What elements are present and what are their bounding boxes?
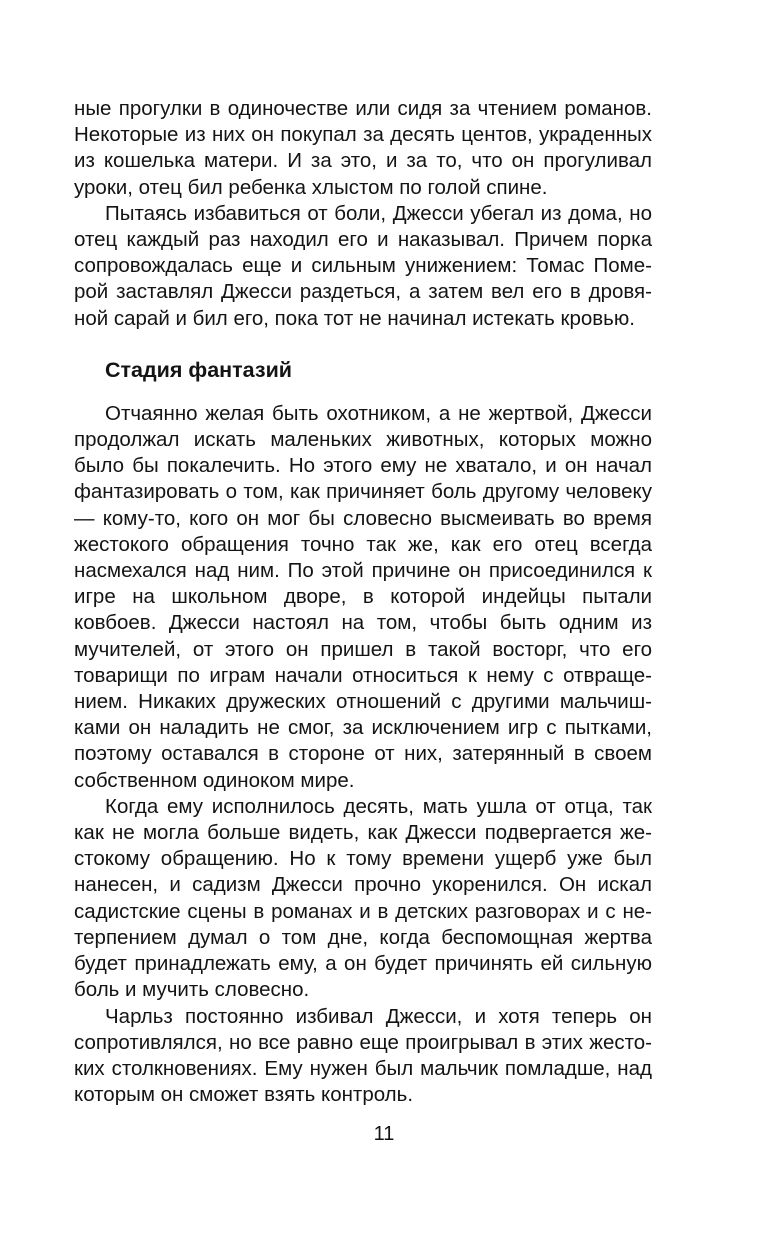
paragraph: Когда ему исполнилось десять, мать ушла от отца, так как не могла больше видеть, как Джесси подвергается жестокому обращению. Но к тому времени ущерб уже был нанесен, и садизм Джесси прочно укоренился. Он искал садистские сцены в романах и в детских разговорах и с нетерпением думал о том дне, когда беспомощная жертва будет принадлежать ему, а он будет причинять ей сильную боль и мучить словесно. [74,794,652,1002]
paragraph: Отчаянно желая быть охотником, а не жертвой, Джесси продолжал искать маленьких животных, которых можно было бы покалечить. Но этого ему не хватало, и он начал фантазировать о том, как причиняет боль другому человеку — кому-то, кого он мог бы словесно высмеивать во время жестокого обращения точно так же, как его отец всегда насмехался над ним. По этой причине он присоединился к игре на школьном дворе, в которой индейцы пытали ковбоев. Джесси настоял на том, чтобы быть одним из мучителей, от этого он пришел в такой восторг, что его товарищи по играм начали относиться к нему с отвращением. Никаких дружеских отношений с другими мальчишками он наладить не смог, за исключением игр с пытками, поэтому оставался в стороне от них, затерянный в своем собственном одиноком мире. [74,401,652,792]
section-heading: Стадия фантазий [105,357,293,382]
paragraph: Пытаясь избавиться от боли, Джесси убегал из дома, но отец каждый раз находил его и наказывал. Причем порка сопровождалась еще и сильным унижением: Томас Померой заставлял Джесси раздеться, а затем вел его в дровяной сарай и бил его, пока тот не начинал истекать кровью. [74,201,652,330]
paragraph-continued: ные прогулки в одиночестве или сидя за чтением романов. Некоторые из них он покупал за десять центов, украденных из кошелька матери. И за это, и за то, что он прогуливал уроки, отец бил ребенка хлыстом по голой спине. [74,97,652,199]
page-body [74,96,652,1108]
paragraph: Чарльз постоянно избивал Джесси, и хотя теперь он сопротивлялся, но все равно еще проигрывал в этих жестоких столкновениях. Ему нужен был мальчик помладше, над которым он сможет взять контроль. [74,1004,652,1107]
page-number: 11 [373,1123,395,1145]
